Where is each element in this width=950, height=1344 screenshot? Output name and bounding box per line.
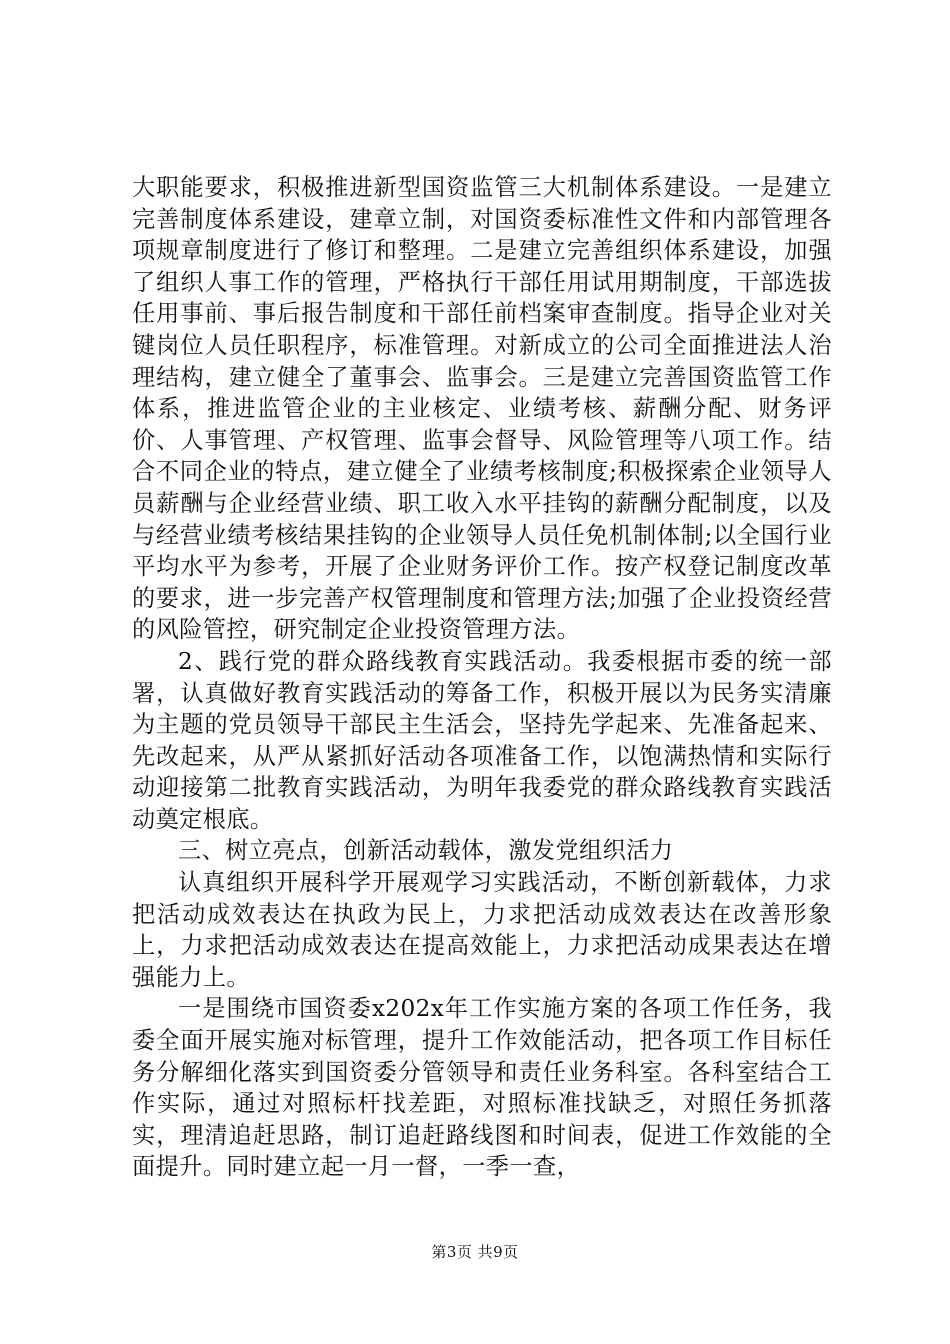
document-body [132,172,832,1183]
paragraph-section-intro: 认真组织开展科学开展观学习实践活动，不断创新载体，力求把活动成效表达在执政为民上，力求把活动成效表达在改善形象上，力求把活动成效表达在提高效能上，力求把活动成果表达在增强能力上。 [132,869,832,991]
paragraph-first-measure: 一是围绕市国资委x202x年工作实施方案的各项工作任务，我委全面开展实施对标管理，提升工作效能活动，把各项工作目标任务分解细化落实到国资委分管领导和责任业务科室。各科室结合工作实际，通过对照标杆找差距，对照标准找缺乏，对照任务抓落实，理清追赶思路，制订追赶路线图和时间表，促进工作效能的全面提升。同时建立起一月一督，一季一查， [132,995,832,1181]
paragraph-continued: 大职能要求，积极推进新型国资监管三大机制体系建设。一是建立完善制度体系建设，建章立制，对国资委标准性文件和内部管理各项规章制度进行了修订和整理。二是建立完善组织体系建设，加强了组织人事工作的管理，严格执行干部任用试用期制度，干部选拔任用事前、事后报告制度和干部任前档案审查制度。指导企业对关键岗位人员任职程序，标准管理。对新成立的公司全面推进法人治理结构，建立健全了董事会、监事会。三是建立完善国资监管工作体系，推进监管企业的主业核定、业绩考核、薪酬分配、财务评价、人事管理、产权管理、监事会督导、风险管理等八项工作。结合不同企业的特点，建立健全了业绩考核制度;积极探索企业领导人员薪酬与企业经营业绩、职工收入水平挂钩的薪酬分配制度，以及与经营业绩考核结果挂钩的企业领导人员任免机制体制;以全国行业平均水平为参考，开展了企业财务评价工作。按产权登记制度改革的要求，进一步完善产权管理制度和管理方法;加强了企业投资经营的风险管控，研究制定企业投资管理方法。 [132,174,832,644]
paragraph-item-2: 2、践行党的群众路线教育实践活动。我委根据市委的统一部署，认真做好教育实践活动的筹备工作，积极开展以为民务实清廉为主题的党员领导干部民主生活会，坚持先学起来、先准备起来、先改起来，从严从紧抓好活动各项准备工作，以饱满热情和实际行动迎接第二批教育实践活动，为明年我委党的群众路线教育实践活动奠定根底。 [132,647,832,833]
section-heading-3: 三、树立亮点，创新活动载体，激发党组织活力 [178,837,674,865]
page-number-footer: 第3页 共9页 [431,1243,519,1261]
